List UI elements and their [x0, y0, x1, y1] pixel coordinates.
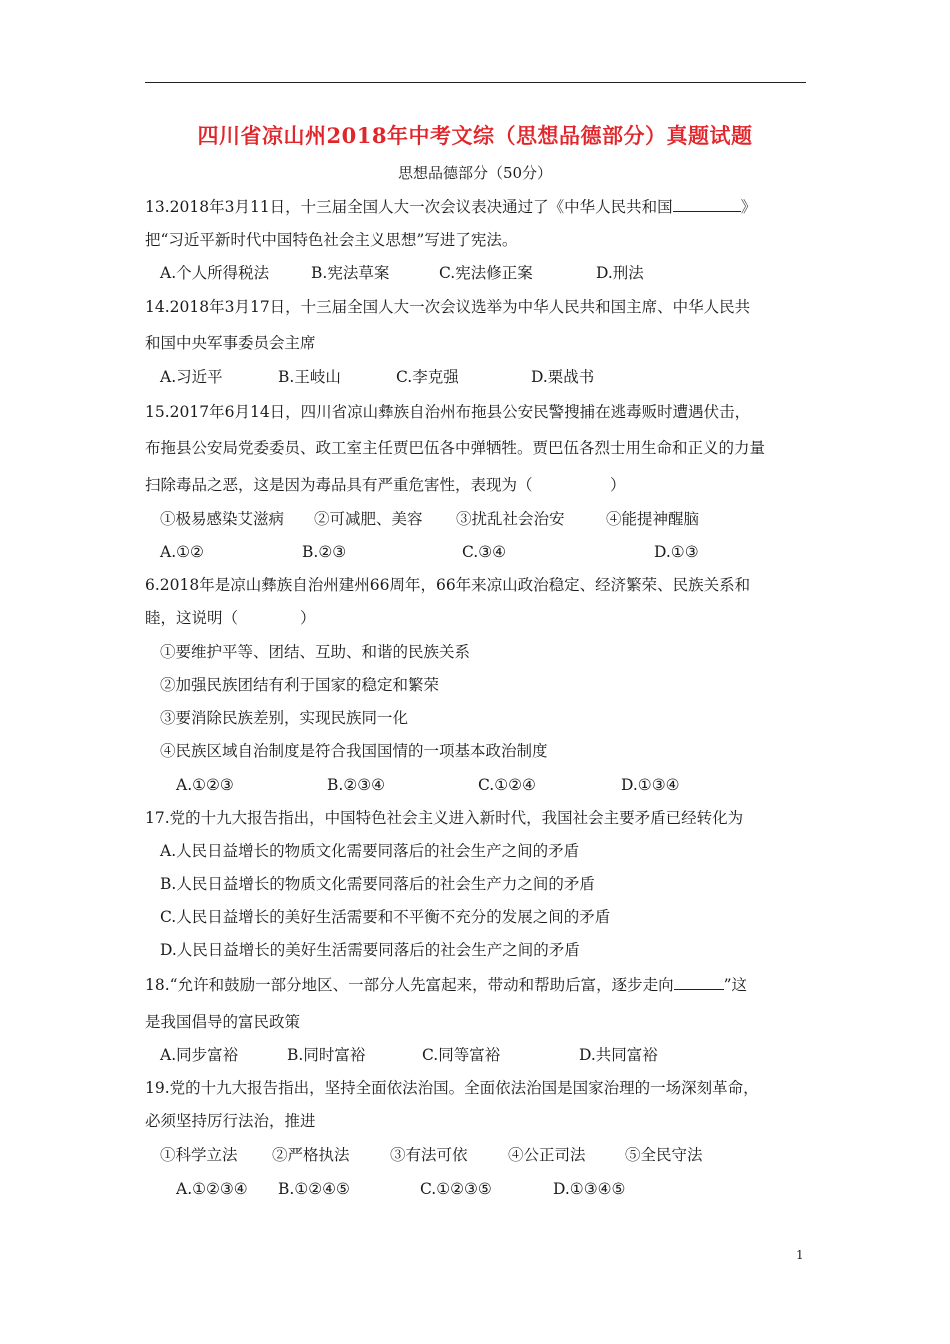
question-15-line-3: 扫除毒品之恶，这是因为毒品具有严重危害性，表现为（ ）	[145, 476, 626, 494]
statement-4: ④公正司法	[508, 1146, 586, 1164]
option-d: D.人民日益增长的美好生活需要同落后的社会生产之间的矛盾	[160, 941, 580, 959]
option-b: B.②③④	[327, 776, 386, 794]
option-a: A.同步富裕	[160, 1046, 239, 1064]
page-title: 四川省凉山州2018年中考文综（思想品德部分）真题试题	[197, 123, 753, 148]
option-d: D.共同富裕	[579, 1046, 658, 1064]
statement-2: ②可减肥、美容	[314, 510, 423, 528]
option-a: A.人民日益增长的物质文化需要同落后的社会生产之间的矛盾	[160, 842, 580, 860]
question-16-line-2: 睦，这说明（ ）	[145, 609, 316, 627]
option-c: C.李克强	[396, 368, 459, 386]
section-subtitle: 思想品德部分（50分）	[397, 164, 553, 182]
question-14: 14.2018年3月17日，十三届全国人大一次会议选举为中华人民共和国主席、中华人民共	[145, 298, 751, 316]
option-a: A.习近平	[160, 368, 223, 386]
statement-5: ⑤全民守法	[625, 1146, 703, 1164]
option-c: C.宪法修正案	[439, 264, 533, 282]
option-a: A.①②	[160, 543, 204, 561]
option-c: C.①②③⑤	[420, 1180, 492, 1198]
option-b: B.②③	[302, 543, 347, 561]
question-13-line-2: 把“习近平新时代中国特色社会主义思想”写进了宪法。	[145, 231, 518, 249]
option-a: A.个人所得税法	[160, 264, 270, 282]
question-14-line-2: 和国中央军事委员会主席	[145, 334, 316, 352]
option-d: D.①③	[654, 543, 699, 561]
option-b: B.同时富裕	[287, 1046, 366, 1064]
option-c: C.同等富裕	[422, 1046, 501, 1064]
question-19: 19.党的十九大报告指出，坚持全面依法治国。全面依法治国是国家治理的一场深刻革命，	[145, 1079, 759, 1097]
statement-3: ③有法可依	[390, 1146, 468, 1164]
statement-2: ②严格执法	[272, 1146, 350, 1164]
option-b: B.宪法草案	[311, 264, 390, 282]
option-b: B.①②④⑤	[278, 1180, 350, 1198]
statement-1: ①要维护平等、团结、互助、和谐的民族关系	[160, 643, 471, 661]
statement-4: ④能提神醒脑	[606, 510, 700, 528]
question-19-line-2: 必须坚持厉行法治，推进	[145, 1112, 316, 1130]
question-13: 13.2018年3月11日，十三届全国人大一次会议表决通过了《中华人民共和国 》	[145, 198, 757, 216]
answer-blank	[674, 975, 724, 990]
option-d: D.栗战书	[531, 368, 595, 386]
option-b: B.王岐山	[278, 368, 341, 386]
question-18-line-2: 是我国倡导的富民政策	[145, 1013, 301, 1031]
option-a: A.①②③④	[176, 1180, 248, 1198]
option-c: C.人民日益增长的美好生活需要和不平衡不充分的发展之间的矛盾	[160, 908, 611, 926]
option-a: A.①②③	[176, 776, 234, 794]
statement-4: ④民族区域自治制度是符合我国国情的一项基本政治制度	[160, 742, 548, 760]
option-d: D.刑法	[596, 264, 644, 282]
statement-1: ①极易感染艾滋病	[160, 510, 285, 528]
page-number: 1	[796, 1248, 804, 1262]
statement-2: ②加强民族团结有利于国家的稳定和繁荣	[160, 676, 440, 694]
statement-3: ③扰乱社会治安	[456, 510, 565, 528]
header-rule	[145, 82, 806, 83]
question-16: 6.2018年是凉山彝族自治州建州66周年，66年来凉山政治稳定、经济繁荣、民族关系和	[145, 576, 751, 594]
option-c: C.①②④	[478, 776, 536, 794]
question-15-line-2: 布拖县公安局党委委员、政工室主任贾巴伍各中弹牺牲。贾巴伍各烈士用生命和正义的力量	[145, 439, 766, 457]
question-18: 18.“允许和鼓励一部分地区、一部分人先富起来，带动和帮助后富，逐步走向 ”这	[145, 976, 748, 994]
option-d: D.①③④⑤	[553, 1180, 626, 1198]
option-d: D.①③④	[621, 776, 680, 794]
question-15: 15.2017年6月14日，四川省凉山彝族自治州布拖县公安民警搜捕在逃毒贩时遭遇伏击，	[145, 403, 751, 421]
question-17: 17.党的十九大报告指出，中国特色社会主义进入新时代，我国社会主要矛盾已经转化为	[145, 809, 744, 827]
option-c: C.③④	[462, 543, 507, 561]
statement-3: ③要消除民族差别，实现民族同一化	[160, 709, 409, 727]
answer-blank	[673, 197, 741, 212]
option-b: B.人民日益增长的物质文化需要同落后的社会生产力之间的矛盾	[160, 875, 595, 893]
statement-1: ①科学立法	[160, 1146, 238, 1164]
